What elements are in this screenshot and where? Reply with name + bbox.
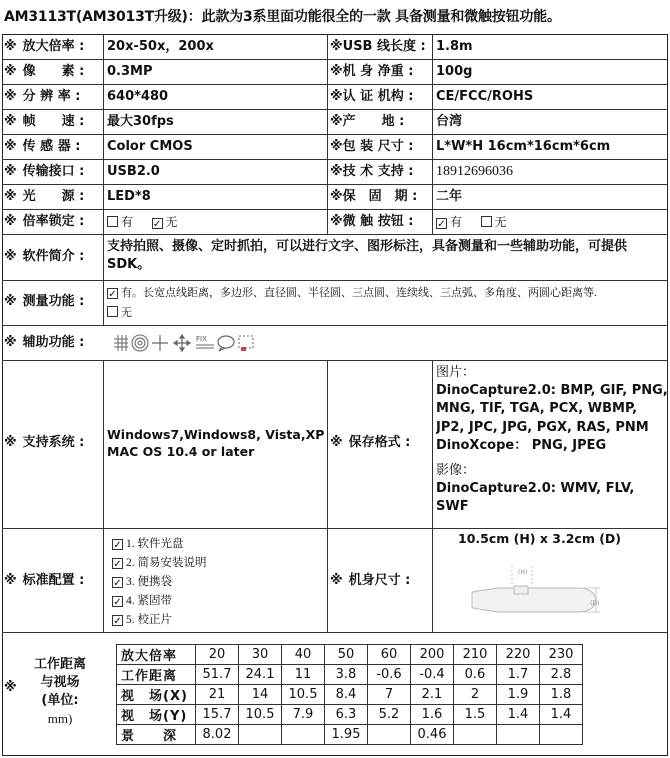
table-cell: 51.7 <box>196 665 239 685</box>
spec-value: 20x-50x，200x <box>107 39 214 54</box>
lock-options: 有 ✓ 无 <box>107 210 192 235</box>
row-header: 景 深 <box>117 725 196 745</box>
speech-bubble-icon <box>218 336 234 351</box>
measure-yes-checkbox[interactable]: ✓ <box>108 289 117 300</box>
diagram-label-d: (D) <box>590 600 600 607</box>
table-cell: 220 <box>497 645 540 665</box>
size-value: 10.5cm (H) x 3.2cm (D) <box>458 531 622 546</box>
grid-icon <box>114 335 128 351</box>
table-cell: 1.5 <box>454 705 497 725</box>
spec-label: ※ 分 辨 率 : <box>4 89 81 104</box>
col-divider <box>432 360 433 632</box>
table-cell: 14 <box>239 685 282 705</box>
table-cell <box>454 725 497 745</box>
table-cell: 1.4 <box>497 705 540 725</box>
list-item: ✓ 1. 软件光盘 <box>113 538 184 551</box>
table-cell <box>368 725 411 745</box>
row-divider <box>2 280 668 281</box>
system-value: Windows7,Windows8, Vista,XP MAC OS 10.4 or later <box>107 427 325 459</box>
table-cell <box>239 725 282 745</box>
table-cell: 50 <box>325 645 368 665</box>
table-cell: 24.1 <box>239 665 282 685</box>
spec-value: 640*480 <box>107 89 169 104</box>
table-cell: 21 <box>196 685 239 705</box>
spec-value: 100g <box>436 64 473 79</box>
table-cell: 10.5 <box>239 705 282 725</box>
table-cell: 20 <box>196 645 239 665</box>
fix-icon <box>196 335 214 348</box>
table-cell: 3.8 <box>325 665 368 685</box>
table-cell: 40 <box>282 645 325 665</box>
table-cell: 30 <box>239 645 282 665</box>
table-cell: 200 <box>411 645 454 665</box>
table-cell: 1.7 <box>497 665 540 685</box>
spec-value: L*W*H 16cm*16cm*6cm <box>436 139 611 154</box>
spec-label: ※USB 线长度 : <box>330 39 426 54</box>
spec-label: ※ 传 感 器 : <box>4 139 81 154</box>
table-cell: 10.5 <box>282 685 325 705</box>
row-divider <box>2 632 668 633</box>
row-header: 工作距离 <box>117 665 196 685</box>
table-cell: 11 <box>282 665 325 685</box>
spec-label: ※保 固 期 : <box>330 189 418 204</box>
table-cell: 1.8 <box>540 685 583 705</box>
distance-label: 工作距离 与视场 (单位: mm) <box>33 657 86 726</box>
list-item: ✓ 2. 简易安装说明 <box>113 557 207 570</box>
product-diagram <box>466 562 616 626</box>
table-row <box>117 705 583 725</box>
support-phone: 18912696036 <box>436 164 513 179</box>
spec-label: ※产 地 : <box>330 114 405 129</box>
size-label: ※ 机身尺寸 : <box>330 573 411 588</box>
list-item: ✓ 5. 校正片 <box>113 614 172 627</box>
table-cell: 0.46 <box>411 725 454 745</box>
save-format-label: ※ 保存格式 : <box>330 435 411 450</box>
measure-options: ✓ 有。长宽点线距离，多边形、直径圆、半径圆、三点圆、连续线、三点弧、多角度、两圆心距离等. 无 <box>108 287 597 319</box>
spec-label: ※微 触 按钮 : <box>330 214 414 229</box>
spec-value: CE/FCC/ROHS <box>436 89 534 104</box>
spec-value: 二年 <box>436 189 463 204</box>
table-cell: -0.4 <box>411 665 454 685</box>
assist-icons <box>112 332 262 354</box>
table-cell: 0.6 <box>454 665 497 685</box>
distance-table <box>116 644 583 745</box>
spec-label: ※机 身 净重 : <box>330 64 414 79</box>
spec-label: ※包 装 尺寸 : <box>330 139 414 154</box>
table-cell: 230 <box>540 645 583 665</box>
lock-yes-checkbox[interactable] <box>107 216 118 227</box>
col-divider <box>327 360 328 632</box>
row-header: 视 场(Y) <box>117 705 196 725</box>
table-cell <box>282 725 325 745</box>
table-cell: 7.9 <box>282 705 325 725</box>
table-cell: 8.4 <box>325 685 368 705</box>
row-divider <box>2 234 668 235</box>
spec-label: ※认 证 机构 : <box>330 89 414 104</box>
table-cell: 5.2 <box>368 705 411 725</box>
page-title: AM3113T(AM3013T升级)：此款为3系里面功能很全的一款 具备测量和微触按钮功能。 <box>4 9 561 25</box>
distance-mark: ※ <box>4 680 17 695</box>
spec-value: 0.3MP <box>107 64 153 79</box>
table-row <box>117 685 583 705</box>
target-icon <box>132 335 148 351</box>
software-text: 支持拍照、摄像、定时抓拍，可以进行文字、图形标注，具备测量和一些辅助功能，可提供SDK。 <box>107 239 628 272</box>
measure-label: ※ 测量功能 : <box>4 294 85 309</box>
system-label: ※ 支持系统 : <box>4 435 85 450</box>
table-cell <box>540 725 583 745</box>
table-cell: 1.95 <box>325 725 368 745</box>
row-divider <box>2 325 668 326</box>
table-row <box>117 645 583 665</box>
crosshair-icon <box>152 335 168 351</box>
row-header: 放大倍率 <box>117 645 196 665</box>
col-divider <box>432 34 433 234</box>
frame-icon <box>239 336 253 351</box>
svg-text:FIX: FIX <box>196 335 207 343</box>
spec-value: LED*8 <box>107 189 151 204</box>
table-cell: 2.8 <box>540 665 583 685</box>
table-cell: 1.4 <box>540 705 583 725</box>
table-cell: 2.1 <box>411 685 454 705</box>
move-icon <box>174 335 190 351</box>
table-cell: 7 <box>368 685 411 705</box>
spec-label: ※技 术 支持 : <box>330 164 414 179</box>
spec-label: ※ 帧 速 : <box>4 114 85 129</box>
table-cell <box>497 725 540 745</box>
spec-value: 1.8m <box>436 39 473 54</box>
table-cell: 2 <box>454 685 497 705</box>
spec-label: ※ 倍率锁定 : <box>4 214 85 229</box>
diagram-label-h: (H) <box>518 569 528 576</box>
table-row <box>117 725 583 745</box>
standard-items <box>112 534 207 629</box>
spec-value: 最大30fps <box>107 114 174 129</box>
list-item: ✓ 3. 便携袋 <box>113 576 172 589</box>
table-cell: -0.6 <box>368 665 411 685</box>
row-header: 视 场(X) <box>117 685 196 705</box>
spec-label: ※ 放大倍率 : <box>4 39 85 54</box>
spec-label: ※ 光 源 : <box>4 189 85 204</box>
table-cell: 60 <box>368 645 411 665</box>
software-label: ※ 软件简介 : <box>4 249 85 264</box>
table-cell: 1.6 <box>411 705 454 725</box>
save-format-value: 图片： DinoCapture2.0: BMP, GIF, PNG, MNG, TIF, TGA, PCX, WBMP, JP2, JPC, JPG, PGX, RAS, PNM DinoXcope： PNG, JPEG 影像： DinoCapture2.0: WMV, FLV, SWF <box>436 365 668 515</box>
button-yes-checkbox[interactable]: ✓ <box>437 219 446 230</box>
spec-value: Color CMOS <box>107 139 193 154</box>
button-no-checkbox[interactable] <box>481 216 492 227</box>
distance-table-wrap <box>116 644 583 745</box>
col-divider <box>103 360 104 632</box>
spec-label: ※ 像 素 : <box>4 64 85 79</box>
spec-value: 台湾 <box>436 114 463 129</box>
lock-no-checkbox[interactable]: ✓ <box>152 219 162 230</box>
button-options: ✓ 有 无 <box>437 215 507 230</box>
spec-value: USB2.0 <box>107 164 160 179</box>
table-cell: 8.02 <box>196 725 239 745</box>
table-row <box>117 665 583 685</box>
table-cell: 6.3 <box>325 705 368 725</box>
measure-no-checkbox[interactable] <box>107 306 118 317</box>
table-cell: 210 <box>454 645 497 665</box>
row-divider <box>2 360 668 361</box>
col-divider <box>327 34 328 234</box>
table-cell: 1.9 <box>497 685 540 705</box>
list-item: ✓ 4. 紧固带 <box>113 595 172 608</box>
col-divider <box>103 34 104 325</box>
spec-label: ※ 传输接口 : <box>4 164 85 179</box>
table-cell: 15.7 <box>196 705 239 725</box>
assist-label: ※ 辅助功能 : <box>4 335 85 350</box>
standard-label: ※ 标准配置 : <box>4 573 85 588</box>
